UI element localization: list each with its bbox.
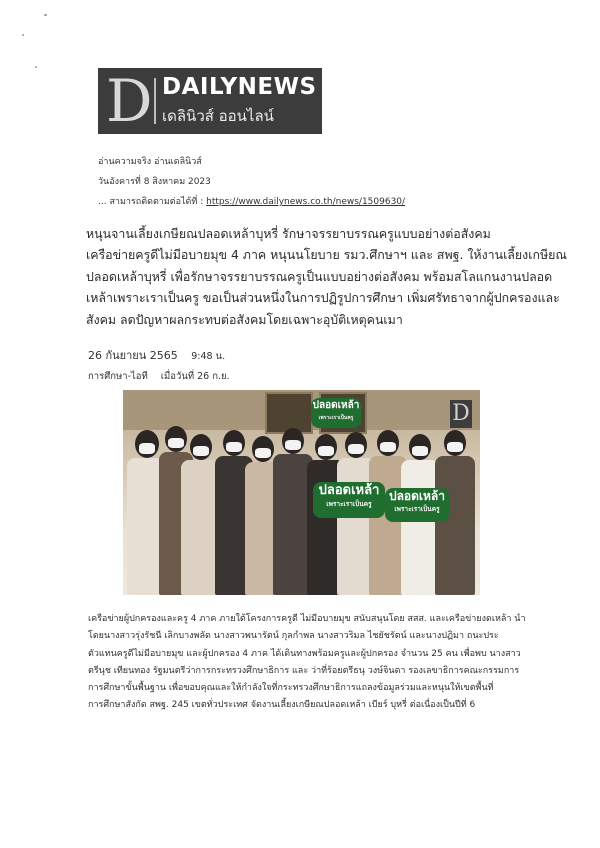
caption-line: โดยนางสาวรุ่งรัชนี เลิกบางพลัด นางสาวพนารัตน์ กุลกำพล นางสาวริมล ไชยัชรัตน์ และนางปฏิมา ถนะประ [88, 631, 499, 642]
updated-date: เมื่อวันที่ 26 ก.ย. [160, 371, 230, 382]
scan-speck [35, 66, 37, 68]
article-date [88, 346, 225, 364]
scan-speck [44, 14, 47, 16]
article-section [88, 369, 230, 384]
slogan-sign-subtext: เพราะเราเป็นครู [326, 500, 372, 508]
article-date-text: 26 กันยายน 2565 [88, 349, 178, 362]
source-line [98, 194, 405, 208]
source-label: ... สามารถติดตามต่อได้ที่ : [98, 197, 204, 207]
slogan-sign-subtext: เพราะเราเป็นครู [318, 415, 354, 421]
caption-line: เครือข่ายผู้ปกครองและครู 4 ภาค ภายใต้โครงการครูดี ไม่มีอบายมุข สนับสนุนโดย สสส. และเครือข่ายงดเหล้า นำ [88, 614, 526, 624]
print-date: วันอังคารที่ 8 สิงหาคม 2023 [98, 177, 211, 187]
photo-logo-mark: D [450, 400, 472, 428]
slogan-sign-text: ปลอดเหล้า [388, 489, 446, 503]
slogan-sign-subtext: เพราะเราเป็นครู [394, 505, 440, 513]
caption-line: การศึกษาขั้นพื้นฐาน เพื่อขอบคุณและให้กำลังใจที่กระทรวงศึกษาธิการแถลงข้อมูลร่วมและหนุนให้เขตพื้นที่ [88, 683, 494, 694]
logo-d-mark: D [106, 68, 153, 134]
article-time: 9:48 น. [191, 351, 226, 362]
group-photo [123, 390, 480, 595]
caption-line: ตัวแทนครูดีไม่มีอบายมุข และผู้ปกครอง 4 ภาค ได้เดินทางพร้อมครูและผู้ปกครอง จำนวน 25 คน เพื่อพบ นางสาว [88, 648, 521, 659]
headline-line: สังคม ลดปัญหาผลกระทบต่อสังคมโดยเฉพาะอุบัติเหตุคนเมา [86, 311, 403, 327]
slogan-sign-text: ปลอดเหล้า [312, 400, 360, 411]
scan-speck [22, 34, 24, 36]
slogan-sign-top [311, 398, 361, 428]
article-headline [86, 223, 567, 330]
photo-caption [88, 611, 526, 715]
slogan-sign-right [385, 488, 449, 522]
logo-name-th: เดลินิวส์ ออนไลน์ [162, 107, 274, 125]
dailynews-logo [98, 68, 322, 134]
tagline: อ่านความจริง อ่านเดลินิวส์ [98, 157, 202, 167]
caption-line: ตรีนุช เทียนทอง รัฐมนตรีว่าการกระทรวงศึกษาธิการ และ ว่าที่ร้อยตรีธนุ วงษ์จินดา รองเลขาธิการคณะกรรมการ [88, 665, 520, 676]
logo-name-en: DAILYNEWS [162, 74, 317, 100]
headline-line: เหล้าเพราะเราเป็นครู ขอเป็นส่วนหนึ่งในการปฏิรูปการศึกษา เพิ่มศรัทธาจากผู้ปกครองและ [86, 290, 560, 306]
source-link[interactable]: https://www.dailynews.co.th/news/1509630/ [206, 197, 406, 207]
headline-line: ปลอดเหล้าบุหรี่ เพื่อรักษาจรรยาบรรณครูเป็นแบบอย่างต่อสังคม พร้อมสโลแกนงานปลอด [86, 268, 553, 284]
slogan-sign-text: ปลอดเหล้า [318, 483, 380, 498]
slogan-sign-left [313, 482, 385, 518]
headline-line: เครือข่ายครูดีไม่มีอบายมุข 4 ภาค หนุนนโยบาย รมว.ศึกษาฯ และ สพฐ. ให้งานเลี้ยงเกษียณ [86, 247, 567, 263]
section-name: การศึกษา-ไอที [88, 371, 148, 382]
headline-line: หนุนจานเลี้ยงเกษียณปลอดเหล้าบุหรี่ รักษาจรรยาบรรณครูแบบอย่างต่อสังคม [86, 226, 491, 241]
logo-divider [154, 78, 156, 124]
caption-line: การศึกษาสังกัด สพฐ. 245 เขตทั่วประเทศ จัดงานเลี้ยงเกษียณปลอดเหล้า เบียร์ บุหรี่ ต่อเนื่องเป็นปีที่ 6 [88, 700, 476, 711]
